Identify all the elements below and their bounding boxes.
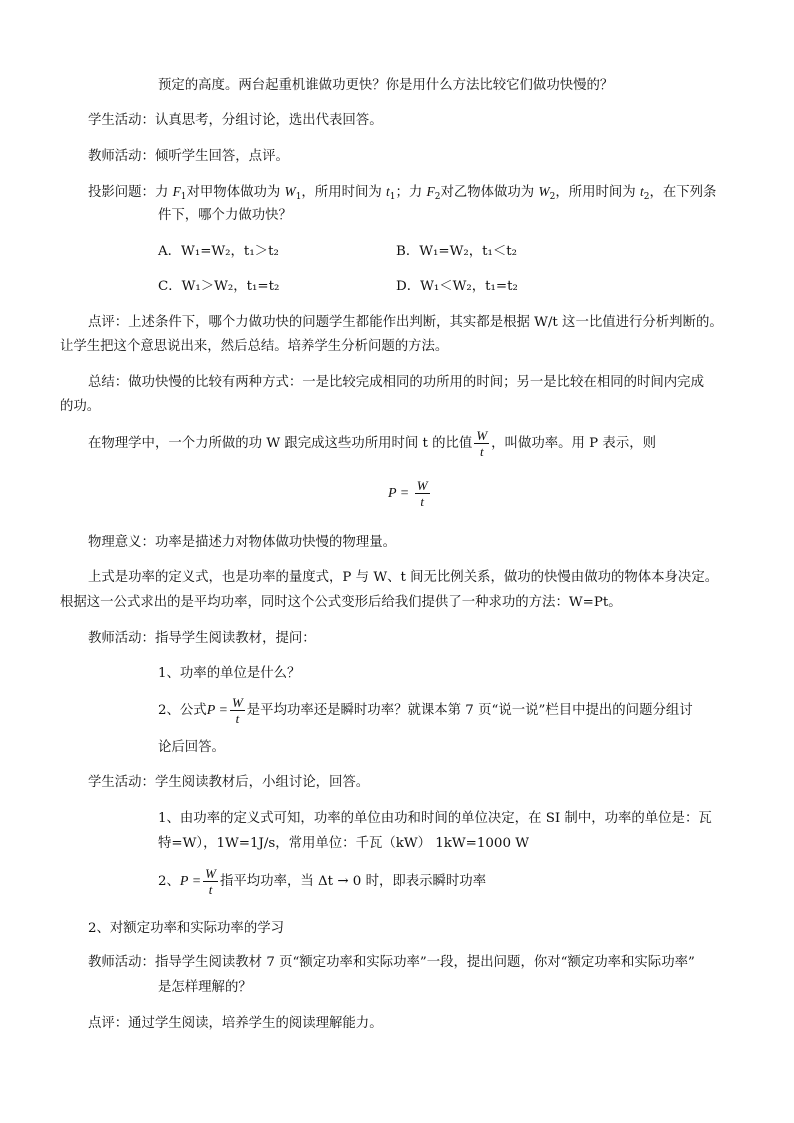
question-2-line2: 论后回答。 [158, 740, 225, 755]
definition-note-line2: 根据这一公式求出的是平均功率，同时这个公式变形后给我们提供了一种求功的方法：W=Pt。 [60, 595, 622, 610]
fraction-w-over-t: $\frac{W}{t}$ [476, 428, 488, 459]
question-1: 1、功率的单位是什么？ [158, 666, 301, 681]
definition-note-line1: 上式是功率的定义式，也是功率的量度式，P 与 W、t 间无比例关系，做功的快慢由做功的物体本身决定。 [88, 570, 719, 585]
physical-meaning: 物理意义：功率是描述力对物体做功快慢的物理量。 [88, 535, 396, 550]
projection-question-line1: 投影问题：力 $F_1$对甲物体做功为 $W_1$，所用时间为 $t_1$；力 $F_2$对乙物体做功为 $W_2$，所用时间为 $t_2$，在下列条 [88, 184, 717, 202]
option-d: D．W₁＜W₂，t₁=t₂ [396, 279, 518, 294]
comment-final: 点评：通过学生阅读，培养学生的阅读理解能力。 [88, 1016, 383, 1031]
summary-line2: 的功。 [60, 399, 101, 414]
teacher-activity-2: 教师活动：指导学生阅读教材，提问： [88, 631, 316, 646]
teacher-activity-1: 教师活动：倾听学生回答，点评。 [88, 149, 289, 164]
power-formula: P = $\frac{W}{t}$ [388, 478, 428, 510]
answer-1-line1: 1、由功率的定义式可知，功率的单位由功和时间的单位决定，在 SI 制中，功率的单位是：瓦 [158, 811, 712, 826]
answer-1-line2: 特=W），1W=1J/s，常用单位：千瓦（kW） 1kW=1000 W [158, 836, 529, 851]
student-activity-1: 学生活动：认真思考，分组讨论，选出代表回答。 [88, 113, 383, 128]
teacher-activity-3-line2: 是怎样理解的？ [158, 980, 252, 995]
paragraph-question-cranes: 预定的高度。两台起重机谁做功更快？你是用什么方法比较它们做功快慢的？ [158, 78, 614, 93]
power-definition: 在物理学中，一个力所做的功 W 跟完成这些功所用时间 t 的比值 $\frac{W}{t}$ ，叫做功率。用 P 表示，则 [88, 428, 656, 459]
comment-line2: 让学生把这个意思说出来，然后总结。培养学生分析问题的方法。 [60, 339, 449, 354]
projection-question-line2: 件下，哪个力做功快？ [158, 208, 292, 223]
summary-line1: 总结：做功快慢的比较有两种方式：一是比较完成相同的功所用的时间；另一是比较在相同的时间内完成 [88, 375, 704, 390]
option-c: C．W₁＞W₂，t₁=t₂ [158, 279, 280, 294]
question-2-line1: 2、公式P = $\frac{W}{t}$ 是平均功率还是瞬时功率？就课本第 7 页“说一说”栏目中提出的问题分组讨 [158, 695, 693, 726]
option-a: A．W₁=W₂，t₁＞t₂ [158, 244, 279, 259]
answer-2: 2、P = $\frac{W}{t}$ 指平均功率，当 Δt → 0 时，即表示瞬时功率 [158, 866, 487, 897]
section-heading-rated-power: 2、对额定功率和实际功率的学习 [88, 921, 284, 936]
student-activity-2: 学生活动：学生阅读教材后，小组讨论，回答。 [88, 775, 370, 790]
option-b: B．W₁=W₂，t₁＜t₂ [396, 244, 517, 259]
teacher-activity-3-line1: 教师活动：指导学生阅读教材 7 页“额定功率和实际功率”一段，提出问题，你对“额定功率和实际功率” [88, 955, 695, 970]
comment-line1: 点评：上述条件下，哪个力做功快的问题学生都能作出判断，其实都是根据 W/t 这一比值进行分析判断的。 [88, 315, 723, 330]
